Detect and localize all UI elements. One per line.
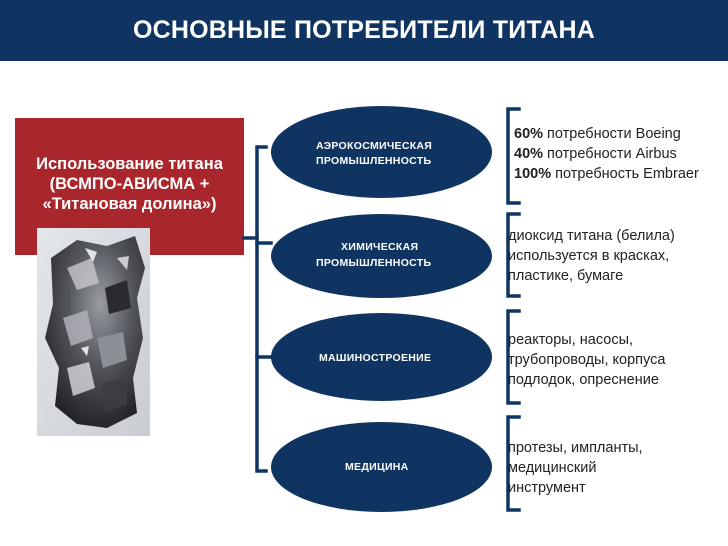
med-line-2: медицинский — [508, 460, 597, 476]
aero-value: 40% — [514, 146, 544, 162]
aero-text: потребность Embraer — [551, 166, 699, 182]
consumer-chemical-line1: ХИМИЧЕСКАЯ — [341, 241, 419, 253]
consumer-aerospace-line1: АЭРОКОСМИЧЕСКАЯ — [316, 140, 433, 152]
consumer-medicine — [271, 422, 492, 512]
consumer-aerospace-line2: ПРОМЫШЛЕННОСТЬ — [316, 155, 432, 167]
source-box-text — [15, 154, 244, 214]
titanium-crystal-image — [37, 228, 150, 436]
consumer-medicine-line1: МЕДИЦИНА — [345, 461, 409, 473]
aero-detail-embraer — [514, 164, 699, 184]
aero-text: потребности Boeing — [543, 126, 681, 142]
consumer-chemical — [271, 214, 492, 298]
source-line-3: «Титановая долина») — [42, 195, 217, 213]
consumer-machinery — [271, 313, 492, 401]
chem-line-1: диоксид титана (белила) — [508, 228, 675, 244]
mech-line-2: трубопроводы, корпуса — [508, 352, 666, 368]
mech-line-1: реакторы, насосы, — [508, 332, 634, 348]
source-line-1: Использование титана — [36, 155, 223, 173]
chem-line-2: используется в красках, — [508, 248, 670, 264]
aero-value: 60% — [514, 126, 544, 142]
chem-details — [508, 226, 675, 286]
aero-value: 100% — [514, 166, 552, 182]
aero-detail-airbus — [514, 144, 699, 164]
consumer-machinery-line1: МАШИНОСТРОЕНИЕ — [319, 352, 432, 364]
med-line-1: протезы, импланты, — [508, 440, 643, 456]
med-details — [508, 438, 643, 498]
aero-details — [514, 124, 699, 184]
mech-line-3: подлодок, опреснение — [508, 372, 659, 388]
chem-line-3: пластике, бумаге — [508, 268, 624, 284]
source-line-2: (ВСМПО-АВИСМА + — [49, 175, 210, 193]
header-bar — [0, 0, 728, 61]
titanium-sample-photo — [37, 228, 150, 436]
page-title: ОСНОВНЫЕ ПОТРЕБИТЕЛИ ТИТАНА — [132, 16, 596, 44]
med-line-3: инструмент — [508, 480, 586, 496]
mech-details — [508, 330, 665, 390]
consumer-chemical-line2: ПРОМЫШЛЕННОСТЬ — [316, 257, 432, 269]
aero-detail-boeing — [514, 124, 699, 144]
consumer-aerospace — [271, 106, 492, 198]
aero-text: потребности Airbus — [543, 146, 677, 162]
left-bracket — [257, 147, 266, 471]
